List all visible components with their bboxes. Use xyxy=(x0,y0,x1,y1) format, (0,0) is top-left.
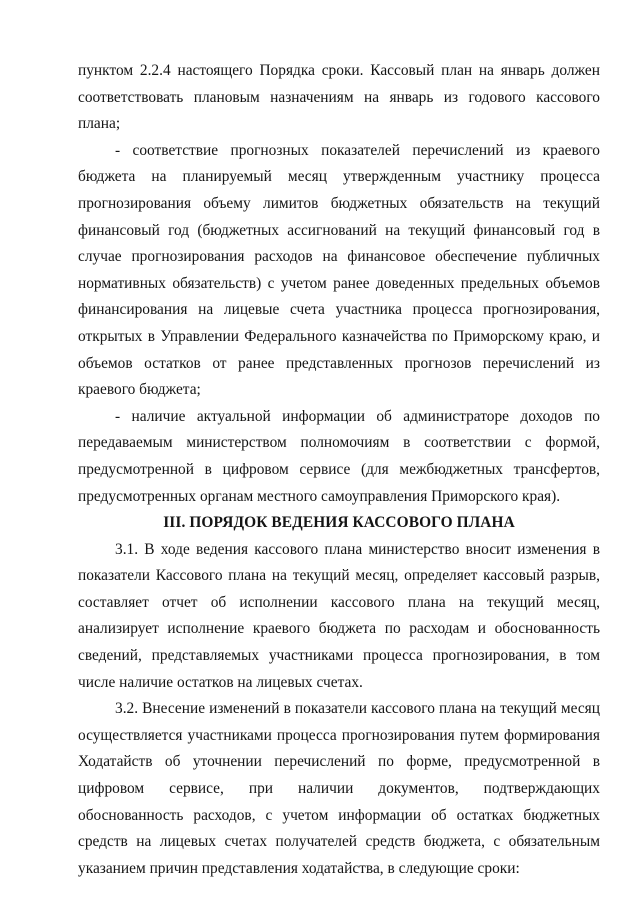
paragraph-3-1: 3.1. В ходе ведения кассового плана министерство вносит изменения в показатели Кассового плана на текущий месяц, определяет кассовый разрыв, составляет отчет об исполнении кассового плана на текущий месяц, анализирует исполнение краевого бюджета по расходам и обоснованность сведений, представляемых участниками процесса прогнозирования, в том числе наличие остатков на лицевых счетах. xyxy=(78,540,600,691)
section-heading: III. ПОРЯДОК ВЕДЕНИЯ КАССОВОГО ПЛАНА xyxy=(163,514,515,532)
document-body xyxy=(78,58,600,882)
paragraph-3-2: 3.2. Внесение изменений в показатели кассового плана на текущий месяц осуществляется участниками процесса прогнозирования путем формирования Ходатайств об уточнении перечислений по форме, предусмотренной в цифровом сервисе, при наличии документов, подтверждающих обоснованность расходов, с учетом информации об остатках бюджетных средств на лицевых счетах получателей средств бюджета, с обязательным указанием причин представления ходатайства, в следующие сроки: xyxy=(78,700,600,877)
paragraph-revenue-administrator: - наличие актуальной информации об администраторе доходов по передаваемым министерством полномочиям в соответствии с формой, предусмотренной в цифровом сервисе (для межбюджетных трансфертов, предусмотренных органам местного самоуправления Приморского края). xyxy=(78,407,600,505)
paragraph-forecast-compliance: - соответствие прогнозных показателей перечислений из краевого бюджета на планируемый месяц утвержденным участнику процесса прогнозирования объему лимитов бюджетных обязательств на текущий финансовый год (бюджетных ассигнований на текущий финансовый год в случае прогнозирования расходов на финансовое обеспечение публичных нормативных обязательств) с учетом ранее доведенных предельных объемов финансирования на лицевые счета участника процесса прогнозирования, открытых в Управлении Федерального казначейства по Приморскому краю, и объемов остатков от ранее представленных прогнозов перечислений из краевого бюджета; xyxy=(78,141,600,399)
paragraph-continuation: пунктом 2.2.4 настоящего Порядка сроки. Кассовый план на январь должен соответствовать плановым назначениям на январь из годового кассового плана; xyxy=(78,62,600,133)
